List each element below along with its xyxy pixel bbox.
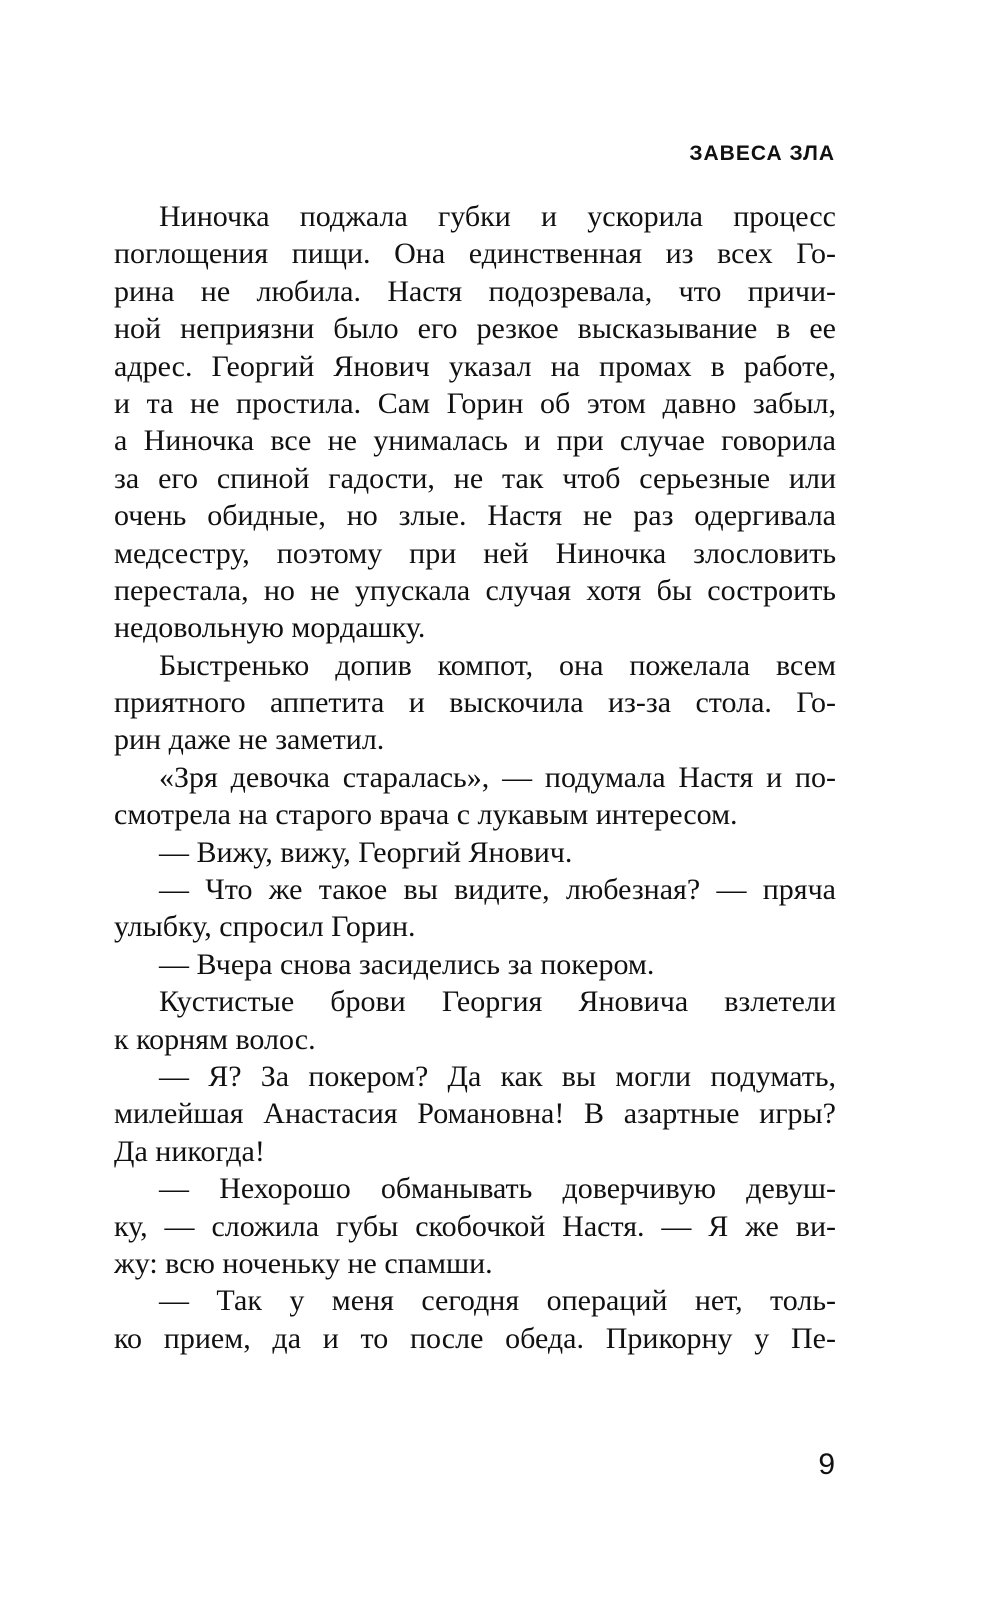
text-line: медсестру, поэтому при ней Ниночка злословить [114, 536, 836, 570]
text-line: смотрела на старого врача с лукавым интересом. [114, 798, 738, 832]
text-line: — Вижу, вижу, Георгий Янович. [159, 835, 573, 869]
text-line: — Нехорошо обманывать доверчивую девуш- [159, 1172, 836, 1206]
running-title: ЗАВЕСА ЗЛА [689, 142, 835, 165]
text-line: Быстренько допив компот, она пожелала всем [159, 648, 836, 682]
text-line: «Зря девочка старалась», — подумала Настя и по- [159, 760, 836, 794]
text-line: — Вчера снова засиделись за покером. [159, 947, 655, 981]
text-line: приятного аппетита и выскочила из-за стола. Го- [114, 686, 836, 720]
text-line: — Что же такое вы видите, любезная? — пряча [159, 873, 836, 907]
text-line: ко прием, да и то после обеда. Прикорну у Пе- [114, 1321, 836, 1355]
text-line: поглощения пищи. Она единственная из всех Го- [114, 237, 836, 271]
page-body [114, 198, 836, 1357]
text-line: к корням волос. [114, 1022, 316, 1056]
text-line: милейшая Анастасия Романовна! В азартные игры? [114, 1097, 836, 1131]
text-line: Да никогда! [114, 1134, 265, 1168]
text-line: за его спиной гадости, не так чтоб серьезные или [114, 461, 836, 495]
text-line: улыбку, спросил Горин. [114, 910, 416, 944]
text-line: — Так у меня сегодня операций нет, толь- [159, 1284, 836, 1318]
text-line: — Я? За покером? Да как вы могли подумать, [159, 1059, 836, 1093]
text-line: ку, — сложила губы скобочкой Настя. — Я же ви- [114, 1209, 836, 1243]
page-number: 9 [818, 1448, 835, 1481]
text-line: и та не простила. Сам Горин об этом давно забыл, [114, 386, 836, 420]
text-line: недовольную мордашку. [114, 611, 426, 645]
text-line: а Ниночка все не унималась и при случае говорила [114, 424, 836, 458]
text-line: Ниночка поджала губки и ускорила процесс [159, 200, 836, 233]
text-line: рин даже не заметил. [114, 723, 385, 757]
text-line: рина не любила. Настя подозревала, что причи- [114, 274, 836, 308]
text-line: адрес. Георгий Янович указал на промах в работе, [114, 349, 836, 383]
text-line: перестала, но не упускала случая хотя бы состроить [114, 573, 836, 607]
text-line: жу: всю ноченьку не спамши. [114, 1246, 493, 1280]
text-line: ной неприязни было его резкое высказывание в ее [114, 312, 836, 346]
text-line: Кустистые брови Георгия Яновича взлетели [159, 985, 836, 1019]
text-line: очень обидные, но злые. Настя не раз одергивала [114, 499, 836, 533]
